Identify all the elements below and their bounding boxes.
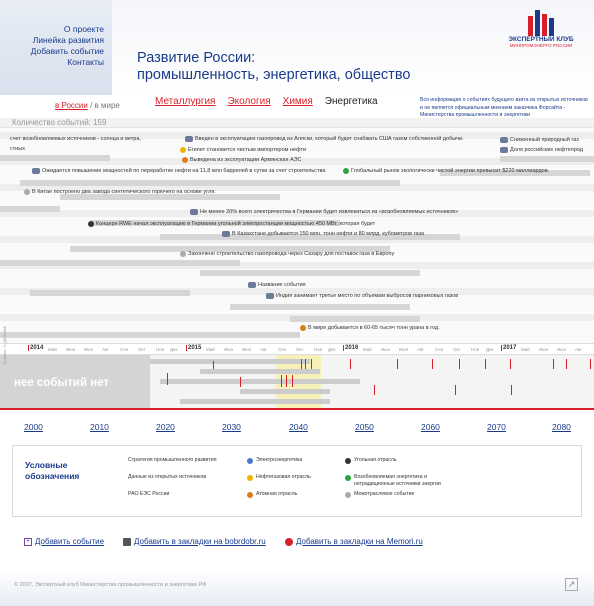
coal-dot-icon (88, 221, 94, 227)
month-tick: Июл (557, 347, 567, 352)
event-stream (0, 128, 594, 343)
raoe-icon (32, 168, 40, 174)
event-item[interactable]: Индия занимает третье место по объемам выбросов парниковых газов (266, 292, 458, 300)
expert-club-logo[interactable] (503, 10, 579, 50)
event-item[interactable]: Глобальный рынок экологически чистой энергии превысит $220 миллиардов. (343, 167, 549, 175)
month-tick: Июл (242, 347, 252, 352)
legend-title: Условные обозначения (25, 460, 80, 481)
intersector-dot-icon (345, 492, 351, 498)
event-item[interactable]: Египет становится чистым импортером нефти (180, 146, 306, 154)
year-label: 2017 (503, 345, 517, 351)
event-item[interactable]: Название события (248, 281, 306, 289)
event-item[interactable]: счет возобновляемых источников - солнца и ветра, (10, 136, 141, 142)
month-tick: Ноя (314, 347, 323, 352)
legend-item: Атомная отрасль (247, 491, 347, 498)
intersector-dot-icon (24, 189, 30, 195)
year-label: 2015 (188, 345, 202, 351)
month-tick: Июн (381, 347, 391, 352)
month-tick: Авг (575, 347, 583, 352)
decade-link[interactable]: 2020 (156, 422, 175, 432)
region-separator: / (87, 101, 95, 110)
renewable-dot-icon (345, 475, 351, 481)
month-tick: Май (363, 347, 372, 352)
green-dot-icon (343, 168, 349, 174)
add-event-action[interactable] (24, 537, 104, 546)
atom-dot-icon (182, 157, 188, 163)
coal-dot-icon (345, 458, 351, 464)
timeline-scale[interactable] (0, 343, 594, 355)
atom-dot-icon (247, 492, 253, 498)
level-label: Уровень: 0. ДАЛЬШЕ (2, 325, 7, 365)
bobrdobr-link[interactable]: Добавить в закладки на bobrdobr.ru (134, 537, 266, 546)
raoe-icon (500, 147, 508, 153)
legend-item: РАО ЕЭС России (128, 491, 170, 497)
oil-dot-icon (180, 147, 186, 153)
plus-icon: + (25, 537, 31, 545)
decade-link[interactable]: 2000 (24, 422, 43, 432)
legend-item: Электроэнергетика (247, 457, 347, 464)
memori-link[interactable]: Добавить в закладки на Memori.ru (296, 537, 423, 546)
main-nav (0, 0, 112, 95)
raoe-icon (190, 209, 198, 215)
nav-add-event[interactable]: Добавить событие (30, 46, 104, 56)
decade-link[interactable]: 2040 (289, 422, 308, 432)
legend-item: Стратегия промышленного развития (128, 457, 217, 463)
industry-tabs (155, 96, 378, 107)
event-item[interactable]: Закончено строительство газопровода через Сахару для поставок газа в Европу (180, 250, 394, 258)
site-title-line2: промышленность, энергетика, общество (137, 67, 411, 83)
raoe-icon (185, 136, 193, 142)
event-item[interactable]: Ожидается повышение мощностей по переработке нефти на 11,8 млн баррелей в сутки за счет строительства (32, 167, 325, 175)
logo-name: ЭКСПЕРТНЫЙ КЛУБ (508, 36, 574, 43)
month-tick: Окт (138, 347, 146, 352)
logo-sub: МИНПРОМЭНЕРГО РОССИИ (509, 43, 573, 48)
event-item[interactable]: стных (10, 146, 26, 152)
decade-link[interactable]: 2050 (355, 422, 374, 432)
event-item[interactable]: В Китае построено два завода синтетического горючего на основе угля. (24, 188, 216, 196)
bobrdobr-action[interactable] (123, 537, 266, 546)
actions-bar (0, 536, 594, 550)
memori-icon (285, 538, 293, 546)
month-tick: Ноя (156, 347, 165, 352)
nav-timeline[interactable]: Линейка развития (32, 35, 104, 45)
legend-item: Межотраслевое событие (345, 491, 445, 498)
decade-nav (0, 420, 594, 434)
site-title-line1: Развитие России: (137, 50, 256, 66)
overview-axis (0, 408, 594, 410)
tab-metallurgy[interactable]: Металлургия (155, 96, 216, 107)
legend-item: Возобновляемая энергетика и нетрадиционные источники энергии (345, 474, 465, 488)
month-tick: Сен (435, 347, 444, 352)
site-title (137, 50, 410, 84)
event-item[interactable]: Доля российских нефтепрод (500, 146, 583, 154)
copyright: © 2007, Экспертный клуб Министерства промышленности и энергетики РФ (14, 582, 207, 588)
event-count: Количество событий: 159 (12, 118, 107, 127)
month-tick: Май (521, 347, 530, 352)
decade-link[interactable]: 2030 (222, 422, 241, 432)
month-tick: Июл (399, 347, 409, 352)
month-tick: Ноя (471, 347, 480, 352)
legend-item: Угольная отрасль (345, 457, 445, 464)
event-item[interactable]: Сниженный природный газ (500, 136, 579, 144)
event-item[interactable]: Введен в эксплуатацию газопровод из Аляски, который будет снабжать США газом собственной добычи. (185, 135, 464, 143)
footer (0, 570, 594, 606)
month-tick: Дек (328, 347, 336, 352)
event-item[interactable]: В Казахстане добывается 150 млн. тонн нефти и 80 млрд. кубометров газа (222, 230, 424, 238)
add-event-link[interactable]: Добавить событие (35, 537, 105, 546)
event-item[interactable]: Выведена из эксплуатации Армянская АЭС (182, 156, 301, 164)
year-label: 2016 (345, 345, 359, 351)
region-switch (55, 101, 120, 110)
expand-arrow-icon[interactable]: ↗ (565, 578, 578, 591)
electro-dot-icon (247, 458, 253, 464)
oil-gas-dot-icon (247, 475, 253, 481)
atom-dot-icon (300, 325, 306, 331)
month-tick: Авг (102, 347, 110, 352)
decade-link[interactable]: 2080 (552, 422, 571, 432)
month-tick: Авг (417, 347, 425, 352)
month-tick: Май (48, 347, 57, 352)
month-tick: Май (206, 347, 215, 352)
decade-link[interactable]: 2010 (90, 422, 109, 432)
decade-link[interactable]: 2060 (421, 422, 440, 432)
raoe-icon (248, 282, 256, 288)
month-tick: Июн (224, 347, 234, 352)
month-tick: Июл (84, 347, 94, 352)
region-russia-link[interactable]: в России (55, 101, 88, 110)
legend (12, 445, 582, 517)
disclaimer-notice: Вся информация о событиях будущего взята из открытых источников и не является официальным мнением заказчика Форсайта - Министерства промышленности и энергетики (420, 97, 588, 118)
intersector-dot-icon (180, 251, 186, 257)
legend-item: Данные из открытых источников (128, 474, 207, 480)
month-tick: Дек (170, 347, 178, 352)
building-logo-icon (503, 10, 579, 36)
legend-item: Нефтегазовая отрасль (247, 474, 347, 481)
tab-chemistry[interactable]: Химия (282, 96, 313, 107)
region-world-link[interactable]: в мире (94, 101, 120, 110)
month-tick: Сен (278, 347, 287, 352)
nav-contacts[interactable]: Контакты (67, 57, 104, 67)
event-item[interactable]: Концерн RWE начал эксплуатацию в Германии угольной электростанции мощностью 450 МВт, которая будет (88, 220, 375, 228)
month-tick: Окт (453, 347, 461, 352)
tab-energy[interactable]: Энергетика (324, 96, 378, 107)
bookmark-icon (123, 538, 131, 546)
event-item[interactable]: В мире добывается в 60-65 тысяч тонн урана в год. (300, 324, 440, 332)
raoe-icon (222, 231, 230, 237)
memori-action[interactable] (285, 537, 423, 546)
decade-link[interactable]: 2070 (487, 422, 506, 432)
month-tick: Сен (120, 347, 129, 352)
event-item[interactable]: Не менее 20% всего электричества в Германии будет извлекаться из «возобновляемых источников» (190, 208, 458, 216)
month-tick: Июн (539, 347, 549, 352)
nav-about[interactable]: О проекте (63, 24, 104, 34)
raoe-icon (500, 137, 508, 143)
month-tick: Авг (260, 347, 268, 352)
tab-ecology[interactable]: Экология (227, 96, 271, 107)
no-events-label: нее событий нет (14, 377, 110, 389)
month-tick: Дек (486, 347, 494, 352)
month-tick: Июн (66, 347, 76, 352)
month-tick: Окт (296, 347, 304, 352)
raoe-icon (266, 293, 274, 299)
year-label: 2014 (30, 345, 44, 351)
